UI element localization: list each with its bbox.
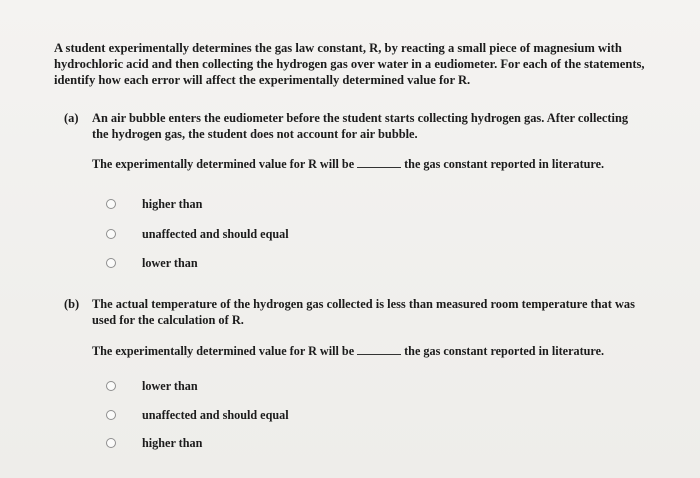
- part-b-label: (b): [64, 297, 80, 311]
- part-b-blank: [357, 343, 401, 355]
- part-b-option-1[interactable]: [106, 377, 198, 395]
- radio-button[interactable]: [106, 381, 116, 391]
- option-label: unaffected and should equal: [142, 226, 289, 241]
- radio-button[interactable]: [106, 258, 116, 268]
- part-a-option-1[interactable]: [106, 195, 203, 213]
- part-b-statement-post: the gas constant reported in literature.: [404, 344, 605, 358]
- part-a-label: (a): [64, 111, 79, 125]
- part-b-question: The actual temperature of the hydrogen gas collected is less than measured room temperature that was used for the calculation of R.: [92, 297, 635, 327]
- part-a-blank: [357, 156, 401, 168]
- part-b-option-3[interactable]: [106, 434, 203, 452]
- radio-button[interactable]: [106, 410, 116, 420]
- part-a-statement: [92, 156, 622, 172]
- radio-button[interactable]: [106, 199, 116, 209]
- option-label: higher than: [142, 196, 203, 211]
- option-label: unaffected and should equal: [142, 407, 289, 422]
- radio-button[interactable]: [106, 438, 116, 448]
- intro-text: A student experimentally determines the gas law constant, R, by reacting a small piece of magnesium with hydrochloric acid and then collecting the hydrogen gas over water in a eudiometer. For each of the statements, identify how each error will affect the experimentally determined value for R.: [54, 41, 645, 87]
- part-b-statement-pre: The experimentally determined value for R will be: [92, 344, 355, 358]
- option-label: higher than: [142, 435, 203, 450]
- part-b-statement: [92, 343, 622, 359]
- option-label: lower than: [142, 378, 198, 393]
- part-a-statement-post: the gas constant reported in literature.: [404, 157, 605, 171]
- part-b-option-2[interactable]: [106, 406, 289, 424]
- part-a-option-3[interactable]: [106, 254, 198, 272]
- part-a-option-2[interactable]: [106, 225, 289, 243]
- option-label: lower than: [142, 255, 198, 270]
- part-a-statement-pre: The experimentally determined value for R will be: [92, 157, 355, 171]
- part-a-question: An air bubble enters the eudiometer before the student starts collecting hydrogen gas. After collecting the hydrogen gas, the student does not account for air bubble.: [92, 111, 629, 141]
- radio-button[interactable]: [106, 229, 116, 239]
